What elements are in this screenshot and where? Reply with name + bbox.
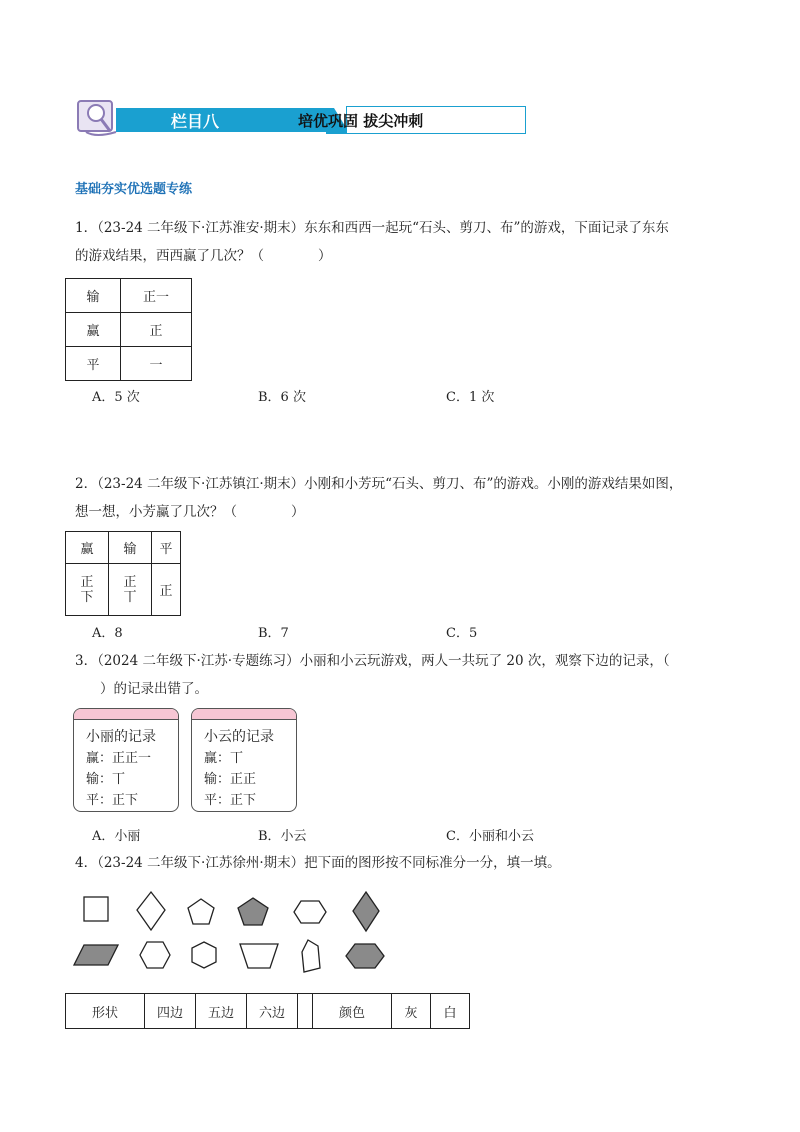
q2-option-b[interactable]: B．7 — [258, 626, 289, 641]
section-title: 基础夯实优选题专练 — [75, 182, 193, 197]
gray-parallelogram-shape — [72, 943, 120, 967]
q1-option-a[interactable]: A．5 次 — [92, 390, 140, 405]
table-cell: 正 — [152, 564, 181, 616]
table-cell — [298, 994, 313, 1029]
q3-option-a[interactable]: A．小丽 — [92, 829, 141, 844]
question-2-line1: 2．（23-24 二年级下·江苏镇江·期末）小刚和小芳玩“石头、剪刀、布”的游戏。小刚的游戏结果如图， — [75, 476, 683, 492]
question-1-line2: 的游戏结果，西西赢了几次？（ ） — [75, 248, 332, 264]
card-lose: 输：丅 — [86, 772, 126, 787]
table-cell: 正 丅 — [109, 564, 152, 616]
table-cell: 赢 — [66, 313, 121, 347]
white-rhombus-shape — [135, 890, 167, 934]
table-cell: 平 — [66, 347, 121, 381]
banner-subtitle: 培优巩固 拔尖冲刺 — [298, 112, 424, 130]
table-cell: 正 下 — [66, 564, 109, 616]
table-cell: 正一 — [121, 279, 192, 313]
white-hexagon-shape — [189, 940, 219, 970]
q1-option-c[interactable]: C．1 次 — [446, 390, 495, 405]
white-square-shape — [82, 895, 112, 925]
card-win: 赢：丅 — [204, 751, 244, 766]
q2-record-table — [65, 531, 181, 616]
gray-rhombus-shape — [351, 890, 381, 934]
card-header-strip — [192, 709, 296, 720]
white-hexagon-shape — [292, 899, 328, 925]
table-cell: 赢 — [66, 532, 109, 564]
question-4-line1: 4．（23-24 二年级下·江苏徐州·期末）把下面的图形按不同标准分一分，填一填。 — [75, 855, 561, 871]
table-cell: 一 — [121, 347, 192, 381]
table-cell: 颜色 — [313, 994, 392, 1029]
card-title: 小云的记录 — [204, 729, 274, 745]
banner-label: 栏目八 — [171, 112, 220, 131]
question-3-line2: ）的记录出错了。 — [100, 681, 208, 697]
card-draw: 平：正下 — [204, 793, 257, 808]
question-3-line1: 3．（2024 二年级下·江苏·专题练习）小丽和小云玩游戏，两人一共玩了 20 次，观察下边的记录，（ — [75, 653, 670, 669]
q3-option-c[interactable]: C．小丽和小云 — [446, 829, 534, 844]
table-cell[interactable]: 灰 — [392, 994, 431, 1029]
question-1-line1: 1．（23-24 二年级下·江苏淮安·期末）东东和西西一起玩“石头、剪刀、布”的游戏，下面记录了东东 — [75, 220, 669, 236]
card-draw: 平：正下 — [86, 793, 139, 808]
q1-option-b[interactable]: B．6 次 — [258, 390, 306, 405]
gray-pentagon-shape — [236, 896, 270, 928]
table-cell: 输 — [109, 532, 152, 564]
question-3 — [75, 647, 735, 703]
question-2-line2: 想一想，小芳赢了几次？（ ） — [75, 504, 305, 520]
card-header-strip — [74, 709, 178, 720]
card-win: 赢：正正一 — [86, 751, 152, 766]
xiaoli-record-card — [73, 708, 179, 812]
table-cell[interactable]: 四边 — [145, 994, 196, 1029]
table-cell: 正 — [121, 313, 192, 347]
card-lose: 输：正正 — [204, 772, 257, 787]
question-2 — [75, 470, 735, 526]
q3-option-b[interactable]: B．小云 — [258, 829, 307, 844]
q2-option-c[interactable]: C．5 — [446, 626, 478, 641]
white-pentagon-shape — [298, 938, 324, 974]
table-cell: 形状 — [66, 994, 145, 1029]
gray-hexagon-shape — [344, 942, 386, 970]
table-cell[interactable]: 五边 — [196, 994, 247, 1029]
table-cell[interactable]: 白 — [431, 994, 470, 1029]
table-cell[interactable]: 六边 — [247, 994, 298, 1029]
card-title: 小丽的记录 — [86, 729, 156, 745]
section-banner — [76, 98, 456, 138]
table-cell: 输 — [66, 279, 121, 313]
question-1 — [75, 214, 735, 270]
q2-option-a[interactable]: A．8 — [92, 626, 123, 641]
white-trapezoid-shape — [238, 942, 280, 970]
white-pentagon-shape — [186, 897, 216, 927]
classification-table — [65, 993, 470, 1029]
table-cell: 平 — [152, 532, 181, 564]
xiaoyun-record-card — [191, 708, 297, 812]
q1-record-table — [65, 278, 192, 381]
white-hexagon-shape — [138, 940, 172, 970]
question-4 — [75, 849, 735, 877]
